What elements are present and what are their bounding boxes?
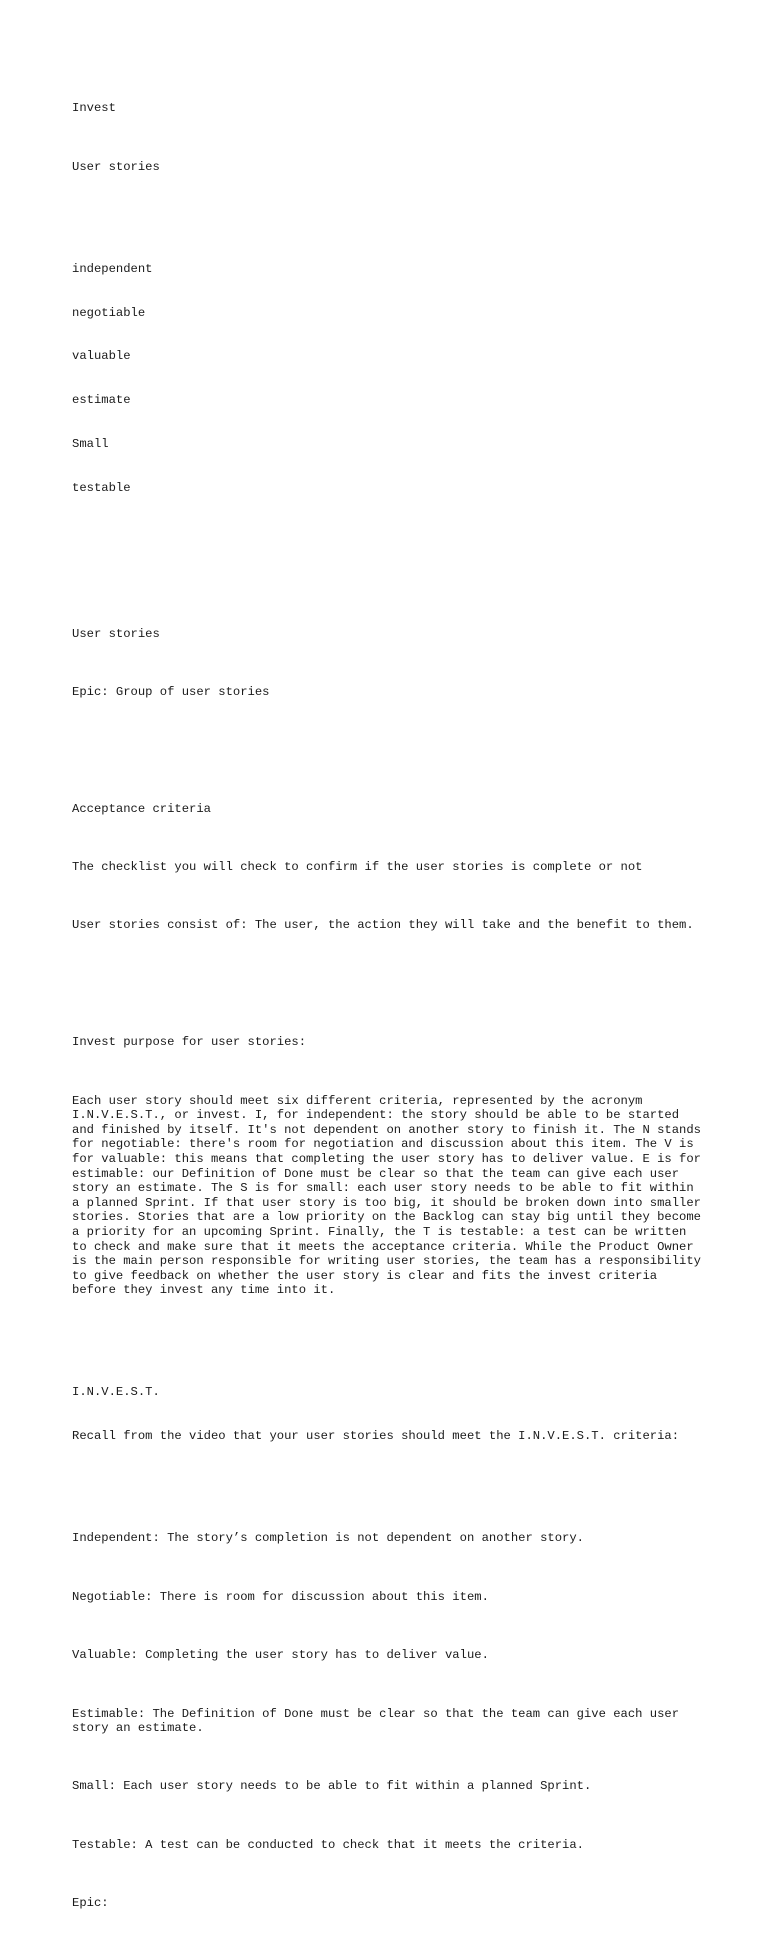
- small-definition: Small: Each user story needs to be able to fit within a planned Sprint.: [72, 1779, 592, 1794]
- invest-acronym: I.N.V.E.S.T.: [72, 1385, 160, 1400]
- independent-definition: Independent: The story’s completion is not dependent on another story.: [72, 1531, 584, 1546]
- epic-label: Epic:: [72, 1896, 109, 1911]
- spacer: [72, 977, 702, 992]
- acceptance-text: The checklist you will check to confirm if the user stories is complete or not: [72, 860, 643, 875]
- valuable-definition: Valuable: Completing the user story has to deliver value.: [72, 1648, 489, 1663]
- list-item: Small: [72, 436, 109, 451]
- negotiable-definition: Negotiable: There is room for discussion about this item.: [72, 1589, 489, 1604]
- list-item: negotiable: [72, 305, 146, 320]
- recall-text: Recall from the video that your user stories should meet the I.N.V.E.S.T. criteria:: [72, 1429, 680, 1444]
- invest-section: [72, 1356, 702, 1473]
- invest-list: [72, 233, 702, 525]
- purpose-heading: Invest purpose for user stories:: [72, 1035, 307, 1050]
- list-item: estimate: [72, 393, 131, 408]
- list-item: valuable: [72, 349, 131, 364]
- purpose-paragraph: Each user story should meet six different criteria, represented by the acronym I.N.V.E.S.T., or invest. I, for independent: the story should be able to be started and finished by itself. It's not dependent on another story to finish it. The N stands for negotiable: there's room for negotiation and discussion about this item. The V is for valuable: this means that completing the user story has to deliver value. E is for estimable: our Definition of Done must be clear so that the team can give each user story an estimate. The S is for small: each user story needs to be able to fit within a planned Sprint. If that user story is too big, it should be broken down into smaller stories. Stories that are a low priority on the Backlog can stay big until they become a priority for an upcoming Sprint. Finally, the T is testable: a test can be written to check and make sure that it meets the acceptance criteria. While the Product Owner is the main person responsible for writing user stories, the team has a responsibility to give feedback on whether the user story is clear and fits the invest criteria before they invest any time into it.: [72, 1093, 709, 1298]
- spacer: [72, 568, 702, 583]
- estimable-definition: Estimable: The Definition of Done must be clear so that the team can give each user story an estimate.: [72, 1706, 687, 1736]
- list-item: testable: [72, 480, 131, 495]
- spacer: [72, 743, 702, 758]
- consist-text: User stories consist of: The user, the action they will take and the benefit to them.: [72, 918, 694, 933]
- epic-definition: Epic: Group of user stories: [72, 684, 270, 699]
- doc-subtitle: User stories: [72, 159, 160, 174]
- list-item: independent: [72, 261, 153, 276]
- doc-title: Invest: [72, 101, 116, 116]
- acceptance-heading: Acceptance criteria: [72, 801, 211, 816]
- testable-definition: Testable: A test can be conducted to check that it meets the criteria.: [72, 1837, 584, 1852]
- user-stories-heading: User stories: [72, 626, 160, 641]
- document-page: [72, 72, 709, 1940]
